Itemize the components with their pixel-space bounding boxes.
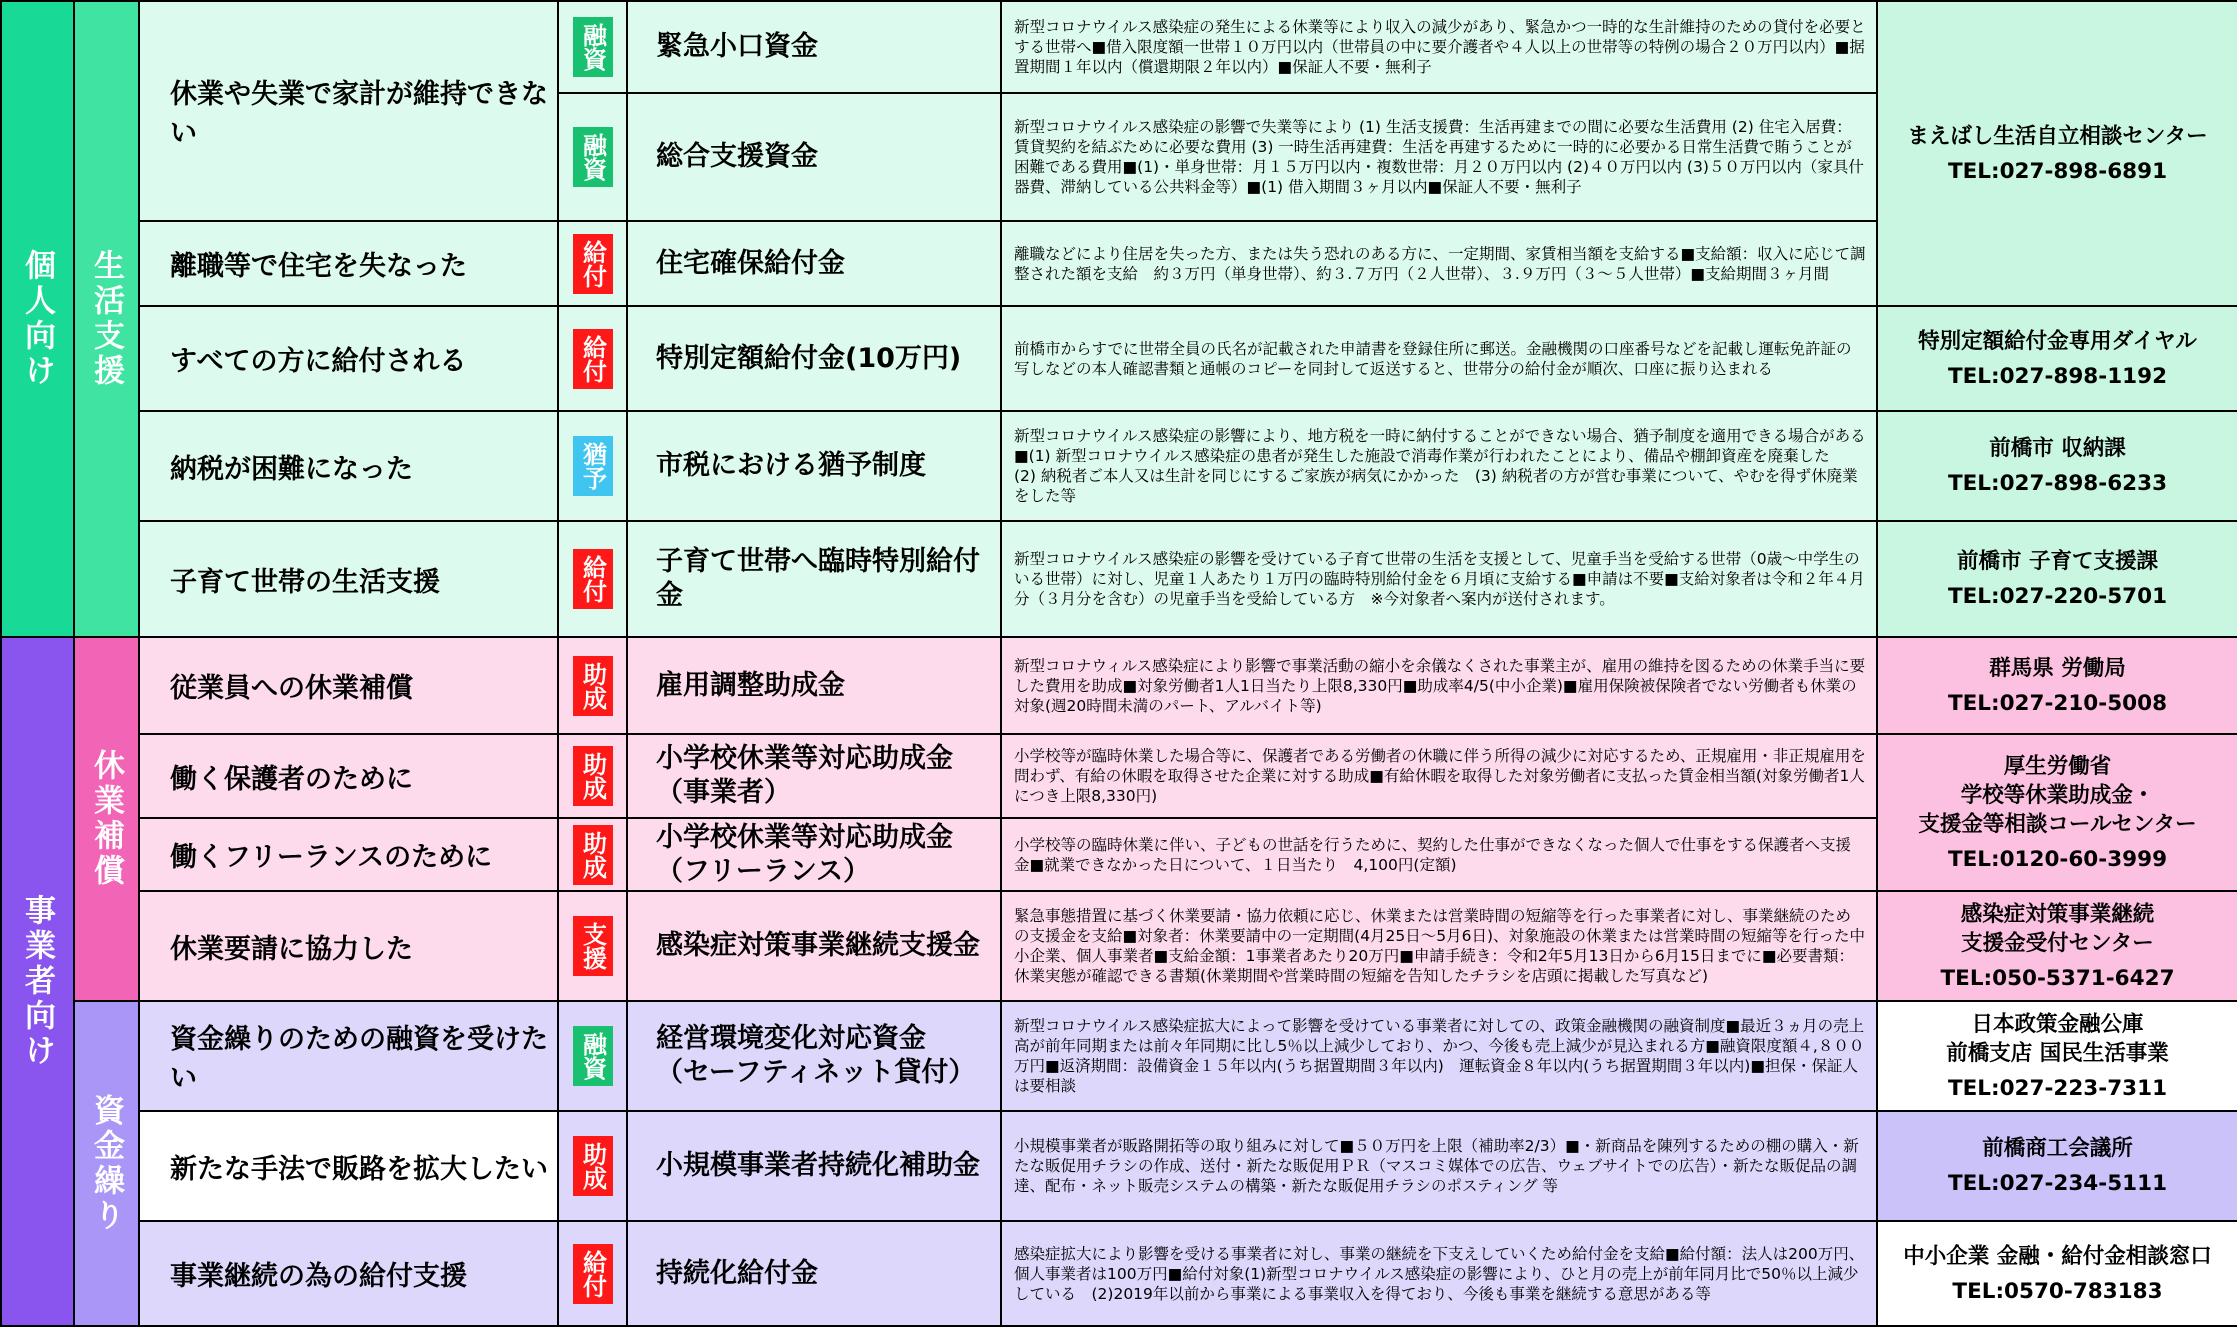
type-badge bbox=[573, 17, 613, 77]
type-badge-label: 給付 bbox=[578, 334, 607, 383]
program-name: 住宅確保給付金 bbox=[656, 247, 845, 279]
contact-name: 前橋市 収納課 bbox=[1989, 436, 2126, 461]
need-cell bbox=[138, 636, 559, 735]
need-label: 離職等で住宅を失なった bbox=[170, 251, 467, 282]
description-cell bbox=[1000, 817, 1878, 892]
program-name: 雇用調整助成金 bbox=[656, 669, 845, 701]
program-cell bbox=[626, 410, 1002, 522]
description-cell bbox=[1000, 733, 1878, 819]
type-badge-label: 融資 bbox=[578, 133, 607, 181]
contact-cell bbox=[1876, 733, 2237, 892]
need-label: 働く保護者のために bbox=[170, 763, 413, 795]
contact-cell bbox=[1876, 520, 2237, 638]
program-description: 小学校等の臨時休業に伴い、子どもの世話を行うために、契約した仕事ができなくなった個人で仕事をする保護者へ支援金■就業できなかった日について、１日当たり 4,100円(定額) bbox=[1014, 835, 1852, 874]
need-cell bbox=[138, 1220, 559, 1327]
description-cell bbox=[1000, 636, 1878, 735]
type-badge-label: 助成 bbox=[578, 752, 607, 800]
contact-name: 前橋市 子育て支援課 bbox=[1957, 549, 2158, 574]
program-name: 小学校休業等対応助成金 （フリーランス） bbox=[656, 821, 953, 887]
contact-name: 群馬県 労働局 bbox=[1989, 655, 2126, 681]
type-badge bbox=[573, 1026, 613, 1086]
need-label: 事業継続の為の給付支援 bbox=[170, 1261, 467, 1292]
program-cell bbox=[626, 890, 1002, 1002]
badge-cell bbox=[557, 817, 628, 892]
program-cell bbox=[626, 1220, 1002, 1327]
subcategory-seikatsu bbox=[73, 0, 140, 638]
program-name: 小規模事業者持続化補助金 bbox=[656, 1150, 980, 1181]
program-name: 経営環境変化対応資金 （セーフティネット貸付） bbox=[656, 1023, 976, 1088]
need-label: 子育て世帯の生活支援 bbox=[170, 566, 440, 598]
need-label: 休業や失業で家計が維持できない bbox=[170, 79, 548, 149]
description-cell bbox=[1000, 410, 1878, 522]
type-badge bbox=[573, 127, 613, 187]
program-description: 新型コロナウイルス感染症拡大によって影響を受けている事業者に対しての、政策金融機関の融資制度■最近３ヵ月の売上高が前年同期または前々年同期に比し5％以上減少しており、かつ、今後も売上減少が見込まれる方■融資限度額４,８００万円■返済期間：設備資金１５年以内(うち据置期間３年以内) 運転資金８年以内(うち据置期間３年以内)■担保・保証人は要相談 bbox=[1014, 1017, 1865, 1095]
program-description: 新型コロナウィルス感染症により影響で事業活動の縮小を余儀なくされた事業主が、雇用の維持を図るための休業手当に要した費用を助成■対象労働者1人1日当たり上限8,330円■助成率4/5(中小企業)■雇用保険被保険者でない労働者も休業の対象(週20時間未満のパート、アルバイト等) bbox=[1014, 656, 1866, 715]
program-name: 市税における猶予制度 bbox=[656, 450, 926, 481]
need-cell bbox=[138, 1110, 559, 1222]
program-name: 子育て世帯へ臨時特別給付金 bbox=[656, 546, 980, 611]
contact-cell bbox=[1876, 1220, 2237, 1327]
subcategory-label: 資金繰り bbox=[88, 1093, 124, 1234]
program-cell bbox=[626, 220, 1002, 307]
contact-cell bbox=[1876, 1110, 2237, 1222]
badge-cell bbox=[557, 0, 628, 94]
contact-tel: TEL:0570-783183 bbox=[1952, 1278, 2163, 1304]
program-description: 小学校等が臨時休業した場合等に、保護者である労働者の休職に伴う所得の減少に対応するため、正規雇用・非正規雇用を問わず、有給の休暇を取得させた企業に対する助成■有給休暇を取得した対象労働者に支払った賃金相当額(対象労働者1人につき上限8,330円) bbox=[1014, 747, 1866, 805]
badge-cell bbox=[557, 92, 628, 222]
type-badge-label: 給付 bbox=[578, 555, 607, 603]
description-cell bbox=[1000, 92, 1878, 222]
program-description: 新型コロナウイルス感染症の発生による休業等により収入の減少があり、緊急かつ一時的な生計維持のための貸付を必要とする世帯へ■借入限度額一世帯１０万円以内（世帯員の中に要介護者や４人以上の世帯等の特例の場合２０万円以内）■据置期間１年以内（償還期限２年以内）■保証人不要・無利子 bbox=[1014, 18, 1866, 76]
contact-name: 日本政策金融公庫 前橋支店 国民生活事業 bbox=[1946, 1011, 2169, 1066]
description-cell bbox=[1000, 1220, 1878, 1327]
program-cell bbox=[626, 520, 1002, 638]
subcategory-kyugyo bbox=[73, 636, 140, 1002]
need-cell bbox=[138, 817, 559, 892]
program-name: 小学校休業等対応助成金 （事業者） bbox=[656, 743, 953, 808]
need-cell bbox=[138, 410, 559, 522]
type-badge bbox=[573, 1244, 613, 1304]
subcategory-label: 休業補償 bbox=[88, 749, 124, 889]
badge-cell bbox=[557, 890, 628, 1002]
program-description: 新型コロナウイルス感染症の影響により、地方税を一時に納付することができない場合、猶予制度を適用できる場合がある■(1) 新型コロナウイルス感染症の患者が発生した施設で消毒作業が行われたことにより、備品や棚卸資産を廃棄した (2) 納税者ご本人又は生計を同じにするご家族が病気にかかった (3) 納税者の方が営む事業について、やむを得ず休廃業をした等 bbox=[1014, 427, 1866, 505]
need-cell bbox=[138, 520, 559, 638]
program-cell bbox=[626, 1110, 1002, 1222]
contact-name: 中小企業 金融・給付金相談窓口 bbox=[1903, 1243, 2212, 1269]
category-kojin bbox=[0, 0, 75, 638]
need-cell bbox=[138, 305, 559, 412]
badge-cell bbox=[557, 520, 628, 638]
type-badge-label: 支援 bbox=[578, 922, 607, 970]
type-badge-label: 助成 bbox=[578, 830, 607, 879]
program-cell bbox=[626, 636, 1002, 735]
badge-cell bbox=[557, 733, 628, 819]
need-cell bbox=[138, 1000, 559, 1112]
program-name: 持続化給付金 bbox=[656, 1257, 818, 1289]
contact-cell bbox=[1876, 636, 2237, 735]
program-name: 総合支援資金 bbox=[656, 141, 818, 172]
program-cell bbox=[626, 817, 1002, 892]
program-description: 緊急事態措置に基づく休業要請・協力依頼に応じ、休業または営業時間の短縮等を行った事業者に対し、事業継続のための支援金を支給■対象者：休業要請中の一定期間(4月25日〜5月6日)、対象施設の休業または営業時間の短縮等を行った中小企業、個人事業者■支給金額：1事業者あたり20万円■申請手続き：令和2年5月13日から6月15日までに■必要書類：休業実態が確認できる書類(休業期間や営業時間の短縮を告知したチラシを店頭に掲載した写真など) bbox=[1014, 907, 1866, 985]
need-cell bbox=[138, 733, 559, 819]
description-cell bbox=[1000, 305, 1878, 412]
program-description: 前橋市からすでに世帯全員の氏名が記載された申請書を登録住所に郵送。金融機関の口座番号などを記載し運転免許証の写しなどの本人確認書類と通帳のコピーを同封して返送すると、世帯分の給付金が順次、口座に振り込まれる bbox=[1014, 339, 1852, 378]
contact-tel: TEL:027-898-6891 bbox=[1947, 158, 2168, 184]
program-cell bbox=[626, 1000, 1002, 1112]
program-name: 緊急小口資金 bbox=[656, 31, 818, 62]
badge-cell bbox=[557, 1000, 628, 1112]
description-cell bbox=[1000, 220, 1878, 307]
category-jigyosha bbox=[0, 636, 75, 1327]
badge-cell bbox=[557, 1220, 628, 1327]
need-label: 資金繰りのための融資を受けたい bbox=[170, 1024, 548, 1094]
program-cell bbox=[626, 0, 1002, 94]
need-cell bbox=[138, 220, 559, 307]
badge-cell bbox=[557, 410, 628, 522]
subcategory-label: 生活支援 bbox=[88, 249, 124, 389]
contact-tel: TEL:027-234-5111 bbox=[1947, 1171, 2168, 1196]
type-badge-label: 融資 bbox=[578, 1032, 607, 1080]
need-label: 従業員への休業補償 bbox=[170, 673, 413, 704]
type-badge-label: 助成 bbox=[578, 661, 607, 710]
contact-name: 感染症対策事業継続 支援金受付センター bbox=[1960, 901, 2155, 956]
badge-cell bbox=[557, 636, 628, 735]
contact-cell bbox=[1876, 1000, 2237, 1112]
contact-tel: TEL:027-898-6233 bbox=[1947, 471, 2168, 496]
badge-cell bbox=[557, 1110, 628, 1222]
need-label: 休業要請に協力した bbox=[170, 933, 413, 965]
need-label: すべての方に給付される bbox=[170, 346, 467, 377]
contact-tel: TEL:027-210-5008 bbox=[1947, 690, 2168, 716]
type-badge-label: 猶予 bbox=[578, 442, 607, 490]
category-label: 事業者向け bbox=[19, 894, 55, 1069]
description-cell bbox=[1000, 890, 1878, 1002]
badge-cell bbox=[557, 220, 628, 307]
contact-tel: TEL:027-223-7311 bbox=[1947, 1075, 2168, 1101]
contact-cell bbox=[1876, 305, 2237, 412]
program-description: 離職などにより住居を失った方、または失う恐れのある方に、一定期間、家賃相当額を支給する■支給額：収入に応じて調整された額を支給 約３万円（単身世帯）、約３.７万円（２人世帯）、３.９万円（３〜５人世帯）■支給期間３ヶ月間 bbox=[1014, 244, 1866, 283]
type-badge bbox=[573, 1136, 613, 1196]
program-description: 小規模事業者が販路開拓等の取り組みに対して■５０万円を上限（補助率2/3）■・新商品を陳列するための棚の購入・新たな販促用チラシの作成、送付・新たな販促用ＰＲ（マスコミ媒体での広告、ウェブサイトでの広告）・新たな販促品の調達、配布・ネット販売システムの構築・新たな販促用チラシのポスティング 等 bbox=[1014, 1137, 1859, 1195]
type-badge bbox=[573, 234, 613, 294]
contact-name: 厚生労働省 学校等休業助成金・ 支援金等相談コールセンター bbox=[1918, 753, 2197, 837]
program-cell bbox=[626, 92, 1002, 222]
contact-tel: TEL:027-220-5701 bbox=[1947, 584, 2168, 609]
type-badge bbox=[573, 916, 613, 976]
description-cell bbox=[1000, 1000, 1878, 1112]
program-description: 感染症拡大により影響を受ける事業者に対し、事業の継続を下支えしていくため給付金を支給■給付額：法人は200万円、個人事業者は100万円■給付対象(1)新型コロナウイルス感染症の影響により、ひと月の売上が前年同月比で50％以上減少している (2)2019年以前から事業による事業収入を得ており、今後も事業を継続する意思がある等 bbox=[1014, 1244, 1865, 1303]
program-description: 新型コロナウイルス感染症の影響で失業等により (1) 生活支援費：生活再建までの間に必要な生活費用 (2) 住宅入居費：賃貸契約を結ぶために必要な費用 (3) 一時生活再建費：生活を再建するために一時的に必要かる日常生活費で賄うことが困難である費用■(1)・単身世帯：月１５万円以内・複数世帯：月２０万円以内 (2)４０万円以内 (3)５０万円以内（家具什器費、滞納している公共料金等）■(1) 借入期間３ヶ月以内■保証人不要・無利子 bbox=[1014, 118, 1864, 196]
type-badge bbox=[573, 329, 613, 389]
contact-name: 前橋商工会議所 bbox=[1982, 1136, 2133, 1161]
badge-cell bbox=[557, 305, 628, 412]
type-badge-label: 助成 bbox=[578, 1142, 607, 1190]
contact-tel: TEL:027-898-1192 bbox=[1947, 363, 2168, 389]
description-cell bbox=[1000, 1110, 1878, 1222]
type-badge bbox=[573, 656, 613, 716]
type-badge-label: 融資 bbox=[578, 23, 607, 71]
contact-cell bbox=[1876, 410, 2237, 522]
program-description: 新型コロナウイルス感染症の影響を受けている子育て世帯の生活を支援として、児童手当を受給する世帯（0歳〜中学生のいる世帯）に対し、児童１人あたり１万円の臨時特別給付金を６月頃に支給する■申請は不要■支給対象者は令和２年４月分（３月分を含む）の児童手当を受給している方 ※今対象者へ案内が送付されます。 bbox=[1014, 550, 1865, 608]
type-badge bbox=[573, 746, 613, 806]
category-label: 個人向け bbox=[19, 249, 55, 389]
description-cell bbox=[1000, 520, 1878, 638]
need-cell bbox=[138, 890, 559, 1002]
type-badge bbox=[573, 825, 613, 885]
type-badge bbox=[573, 436, 613, 496]
contact-tel: TEL:050-5371-6427 bbox=[1940, 965, 2175, 991]
type-badge-label: 給付 bbox=[578, 239, 607, 288]
description-cell bbox=[1000, 0, 1878, 94]
need-label: 新たな手法で販路を拡大したい bbox=[170, 1153, 548, 1185]
program-name: 感染症対策事業継続支援金 bbox=[656, 930, 980, 961]
program-cell bbox=[626, 733, 1002, 819]
subcategory-shikin bbox=[73, 1000, 140, 1327]
program-name: 特別定額給付金(10万円) bbox=[656, 342, 962, 374]
contact-name: 特別定額給付金専用ダイヤル bbox=[1918, 328, 2197, 354]
type-badge-label: 給付 bbox=[578, 1249, 607, 1298]
program-cell bbox=[626, 305, 1002, 412]
need-cell bbox=[138, 0, 559, 222]
type-badge bbox=[573, 549, 613, 609]
need-label: 働くフリーランスのために bbox=[170, 842, 493, 873]
contact-cell bbox=[1876, 890, 2237, 1002]
need-label: 納税が困難になった bbox=[170, 453, 413, 485]
contact-tel: TEL:0120-60-3999 bbox=[1947, 846, 2168, 872]
contact-name: まえばし生活自立相談センター bbox=[1907, 123, 2208, 149]
contact-cell bbox=[1876, 0, 2237, 307]
